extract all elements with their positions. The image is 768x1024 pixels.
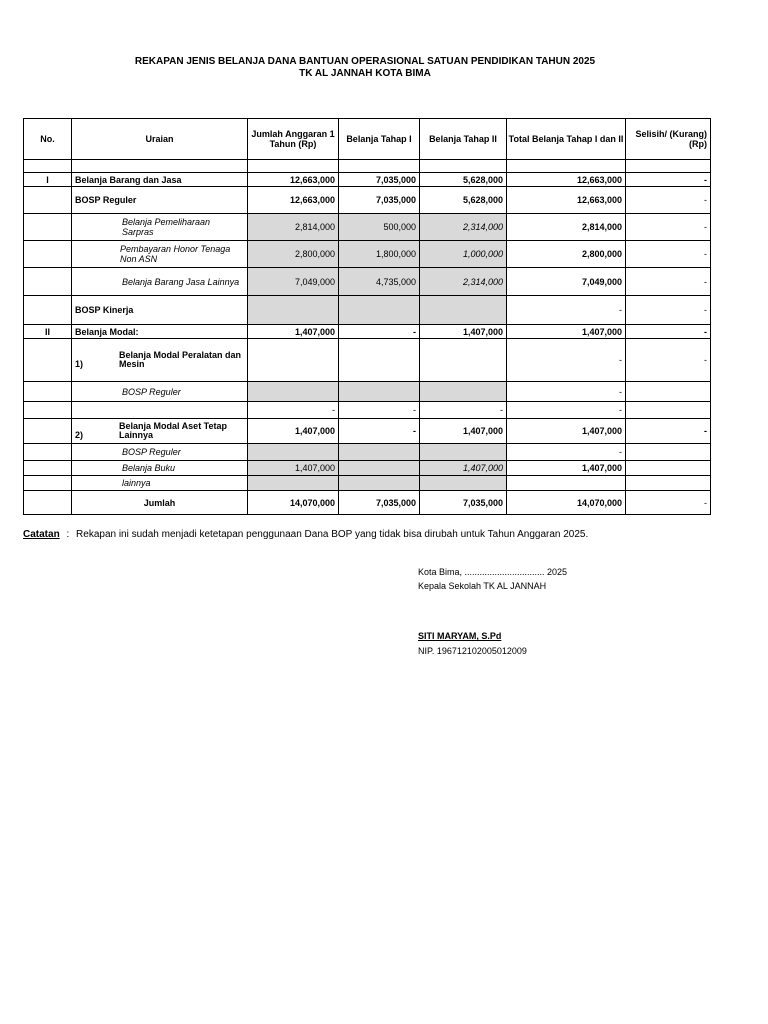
cell-jumlah: 1,407,000 xyxy=(248,461,339,476)
cell-total: - xyxy=(507,444,626,461)
cell-tahap1: - xyxy=(339,402,420,419)
table-row xyxy=(24,461,711,476)
row-label: Belanja Barang dan Jasa xyxy=(72,173,248,187)
cell-jumlah xyxy=(248,382,339,402)
cell-tahap2: 7,035,000 xyxy=(420,491,507,515)
cell-total: 12,663,000 xyxy=(507,173,626,187)
row-label: Pembayaran Honor Tenaga Non ASN xyxy=(72,241,248,268)
cell-total: - xyxy=(507,339,626,382)
col-header-tahap1: Belanja Tahap I xyxy=(339,119,420,160)
cell-tahap2: 1,407,000 xyxy=(420,461,507,476)
cell-selisih: - xyxy=(626,339,711,382)
row-number: I xyxy=(24,173,72,187)
cell-selisih: - xyxy=(626,173,711,187)
col-header-selisih: Selisih/ (Kurang) (Rp) xyxy=(626,119,711,160)
cell-tahap2 xyxy=(420,444,507,461)
cell-tahap1: - xyxy=(339,419,420,444)
table-row xyxy=(24,325,711,339)
cell-tahap1: 7,035,000 xyxy=(339,187,420,214)
table-row xyxy=(24,382,711,402)
cell-jumlah: 1,407,000 xyxy=(248,419,339,444)
row-label: Belanja Buku xyxy=(72,461,248,476)
cell-total: 2,814,000 xyxy=(507,214,626,241)
table-row xyxy=(24,173,711,187)
header-row xyxy=(24,119,711,160)
note-text: Rekapan ini sudah menjadi ketetapan penggunaan Dana BOP yang tidak bisa dirubah untuk Tahun Anggaran 2025. xyxy=(76,529,589,540)
cell-selisih: - xyxy=(626,241,711,268)
cell-total: 1,407,000 xyxy=(507,325,626,339)
cell-total: - xyxy=(507,382,626,402)
row-label: Belanja Pemeliharaan Sarpras xyxy=(72,214,248,241)
cell-selisih: - xyxy=(626,187,711,214)
cell-jumlah: 12,663,000 xyxy=(248,173,339,187)
cell-jumlah: 7,049,000 xyxy=(248,268,339,296)
table-row xyxy=(24,339,711,382)
row-number: II xyxy=(24,325,72,339)
cell-total: 1,407,000 xyxy=(507,461,626,476)
row-subnumber: 1) xyxy=(75,359,84,369)
table-row xyxy=(24,214,711,241)
table-row xyxy=(24,296,711,325)
row-label: Belanja Modal: xyxy=(72,325,248,339)
row-label: BOSP Reguler xyxy=(72,444,248,461)
table-row xyxy=(24,268,711,296)
cell-tahap2 xyxy=(420,296,507,325)
table-row xyxy=(24,187,711,214)
signature-position: Kepala Sekolah TK AL JANNAH xyxy=(418,581,547,591)
row-label-group xyxy=(72,339,248,382)
cell-total: - xyxy=(507,402,626,419)
cell-total: - xyxy=(507,296,626,325)
row-label-group xyxy=(72,419,248,444)
total-row xyxy=(24,491,711,515)
cell-jumlah: 2,800,000 xyxy=(248,241,339,268)
signature-place-date: Kota Bima, ................................ 2025 xyxy=(418,567,568,577)
row-label: BOSP Kinerja xyxy=(72,296,248,325)
total-label: Jumlah xyxy=(72,491,248,515)
cell-tahap1 xyxy=(339,461,420,476)
col-header-uraian: Uraian xyxy=(72,119,248,160)
cell-tahap1: 500,000 xyxy=(339,214,420,241)
cell-tahap2 xyxy=(420,382,507,402)
note-label: Catatan xyxy=(23,529,60,540)
cell-jumlah: 1,407,000 xyxy=(248,325,339,339)
cell-tahap1: 7,035,000 xyxy=(339,491,420,515)
row-label: Belanja Barang Jasa Lainnya xyxy=(72,268,248,296)
cell-tahap1 xyxy=(339,476,420,491)
table-row xyxy=(24,241,711,268)
cell-total: 12,663,000 xyxy=(507,187,626,214)
cell-jumlah: 12,663,000 xyxy=(248,187,339,214)
cell-tahap2: 2,314,000 xyxy=(420,268,507,296)
row-label: BOSP Reguler xyxy=(72,187,248,214)
cell-selisih: - xyxy=(626,325,711,339)
cell-jumlah: - xyxy=(248,402,339,419)
cell-jumlah: 2,814,000 xyxy=(248,214,339,241)
school-title: TK AL JANNAH KOTA BIMA xyxy=(299,68,431,79)
row-label: lainnya xyxy=(72,476,248,491)
report-title: REKAPAN JENIS BELANJA DANA BANTUAN OPERASIONAL SATUAN PENDIDIKAN TAHUN 2025 xyxy=(134,56,596,67)
note-separator: : xyxy=(66,529,70,540)
cell-tahap2: 1,407,000 xyxy=(420,419,507,444)
budget-table xyxy=(23,118,711,515)
cell-selisih: - xyxy=(626,491,711,515)
cell-tahap1: 1,800,000 xyxy=(339,241,420,268)
cell-selisih: - xyxy=(626,296,711,325)
cell-jumlah: 14,070,000 xyxy=(248,491,339,515)
cell-tahap1 xyxy=(339,444,420,461)
cell-tahap2: - xyxy=(420,402,507,419)
cell-jumlah xyxy=(248,476,339,491)
cell-tahap1 xyxy=(339,296,420,325)
cell-selisih: - xyxy=(626,214,711,241)
table-row xyxy=(24,476,711,491)
cell-tahap2: 1,000,000 xyxy=(420,241,507,268)
cell-tahap1 xyxy=(339,382,420,402)
cell-tahap1: 7,035,000 xyxy=(339,173,420,187)
cell-selisih: - xyxy=(626,419,711,444)
row-label: BOSP Reguler xyxy=(72,382,248,402)
col-header-jumlah: Jumlah Anggaran 1 Tahun (Rp) xyxy=(248,119,339,160)
cell-total: 2,800,000 xyxy=(507,241,626,268)
cell-total: 14,070,000 xyxy=(507,491,626,515)
row-label: Belanja Modal Aset Tetap Lainnya xyxy=(119,421,228,440)
table-row xyxy=(24,402,711,419)
col-header-tahap2: Belanja Tahap II xyxy=(420,119,507,160)
row-subnumber: 2) xyxy=(75,430,84,440)
cell-tahap1: - xyxy=(339,325,420,339)
cell-total: 7,049,000 xyxy=(507,268,626,296)
cell-tahap2: 5,628,000 xyxy=(420,187,507,214)
table-row xyxy=(24,419,711,444)
col-header-no: No. xyxy=(24,119,72,160)
signature-nip: NIP. 196712102005012009 xyxy=(418,646,527,656)
cell-tahap2: 1,407,000 xyxy=(420,325,507,339)
cell-tahap2: 5,628,000 xyxy=(420,173,507,187)
cell-tahap1: 4,735,000 xyxy=(339,268,420,296)
spacer-row xyxy=(24,160,711,173)
table-row xyxy=(24,444,711,461)
cell-total: 1,407,000 xyxy=(507,419,626,444)
signature-name: SITI MARYAM, S.Pd xyxy=(418,631,502,641)
row-label: Belanja Modal Peralatan dan Mesin xyxy=(119,350,242,369)
cell-jumlah xyxy=(248,296,339,325)
col-header-total: Total Belanja Tahap I dan II xyxy=(507,119,626,160)
cell-selisih: - xyxy=(626,268,711,296)
note xyxy=(23,529,588,540)
cell-jumlah xyxy=(248,444,339,461)
cell-tahap2: 2,314,000 xyxy=(420,214,507,241)
cell-tahap2 xyxy=(420,476,507,491)
